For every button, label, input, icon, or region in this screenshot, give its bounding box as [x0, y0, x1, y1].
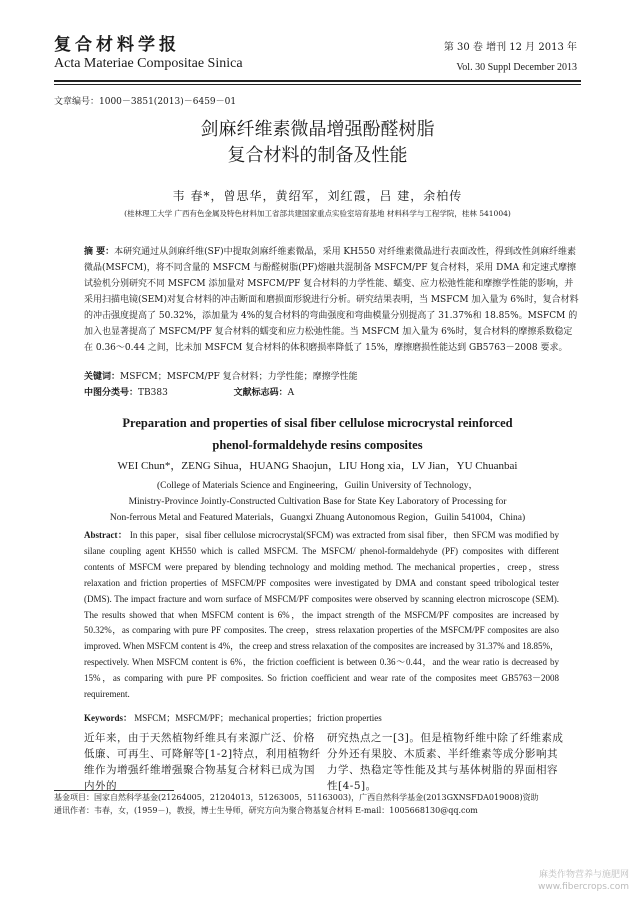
- issue-info-cn: 第 30 卷 增刊 12 月 2013 年: [443, 42, 577, 53]
- authors-en: WEI Chun*，ZENG Sihua，HUANG Shaojun，LIU Hong xia，LV Jian，YU Chuanbai: [117, 460, 518, 472]
- abstract-cn-text: 本研究通过从剑麻纤维(SF)中提取剑麻纤维素微晶，采用 KH550 对纤维素微晶进行表面改性，得到改性剑麻纤维素微晶(MSFCM)，将不同含量的 MSFCM 与酚醛树脂(PF)熔融共混制备 MSFCM/PF 复合材料，采用 DMA 和定速式摩擦试验机分别研究不同 MSFCM 添加量对 MSFCM/PF 复合材料的力学性能、蠕变、应力松弛性能和摩擦学性能的影响，并采用扫描电镜(SEM)对复合材料的冲击断面和磨损面形貌进行分析。研究结果表明，当 MSFCM 加入量为 6%时，复合材料的冲击强度提高了 50.32%，添加量为 4%的复合材料的弯曲强度和弯曲模量分别提高了 31.37%和 18.85%。MSFCM 的加入也显著提高了 MSFCM/PF 复合材料的蠕变和应力松弛性能。当 MSFCM 加入量为 6%时，复合材料的摩擦系数稳定在 0.36～0.44 之间，比未加 MSFCM 复合材料的体积磨损率降低了 15%，摩擦磨损性能达到 GB5763－2008 要求。: [84, 247, 579, 353]
- keywords-cn-text: MSFCM；MSFCM/PF 复合材料；力学性能；摩擦学性能: [120, 372, 358, 382]
- affiliation-en: [0, 478, 635, 526]
- affiliation-en-line2: Ministry-Province Jointly-Constructed Cultivation Base for State Key Laboratory of Processing for: [128, 497, 507, 507]
- abstract-en-text: In this paper，sisal fiber cellulose microcrystal(SFCM) was extracted from sisal fiber，then SFCM was modified by silane coupling agent KH550 which is called MSFCM. The MSFCM/ phenol-formaldehyde (PF) composites with different contents of MSFCM were prepared by blending technology and molding method. The mechanical properties，creep，stress relaxation and friction properties of MSFCM/PF composites were investigated by DMA and constant speed tribological tester (DMS). The impact fracture and worn surface of MSFCM/PF composites were observed by scanning electron microscope (SEM). The results showed that when MSFCM content is 6%，the impact strength of the MSFCM/PF composites are increased by 50.32%，as comparing with pure PF composites. The creep，stress relaxation properties of the MSFCM/PF composites are also improved. When MSFCM content is 4%，the creep and stress relaxation of the composites are increased by 31.37% and 18.85%，respectively. When MSFCM content is 6%，the friction coefficient is between 0.36～0.44，and the wear ratio is decreased by 15%，as comparing with pure PF composites. So friction coefficient and wear rate of the composites meet GB5763－2008 requirement.: [84, 530, 560, 700]
- authors-cn: 韦 春*，曾思华，黄绍军，刘红霞，吕 建，余柏传: [172, 189, 463, 203]
- abstract-cn: [84, 244, 580, 356]
- affiliation-en-line1: (College of Materials Science and Engineering，Guilin University of Technology，: [156, 481, 479, 491]
- footnote-corresponding-author: 通讯作者：韦春，女，(1959－)，教授，博士生导师，研究方向为聚合物基复合材料 E-mail：1005668130@qq.com: [54, 806, 478, 815]
- site-watermark: [538, 869, 629, 893]
- abstract-cn-label: 摘 要：: [84, 247, 115, 257]
- class-label: 中图分类号：: [84, 388, 139, 398]
- keywords-en-label: Keywords：: [84, 713, 132, 723]
- keywords-cn: [84, 369, 580, 385]
- paper-title-en-line2: phenol-formaldehyde resins composites: [212, 438, 423, 452]
- body-column-right: 研究热点之一[3]。但是植物纤维中除了纤维素成分外还有果胶、木质素、半纤维素等成分影响其力学、热稳定等性能及其与基体树脂的界面相容性[4-5]。: [327, 732, 564, 792]
- keywords-en-text: MSFCM；MSFCM/PF；mechanical properties；friction properties: [134, 713, 382, 723]
- footnotes: [54, 791, 594, 817]
- paper-title-en-line1: Preparation and properties of sisal fiber cellulose microcrystal reinforced: [122, 416, 513, 430]
- watermark-text-cn: 麻类作物营养与施肥网: [538, 870, 629, 880]
- classification: [84, 385, 580, 401]
- affiliation-en-line3: Non-ferrous Metal and Featured Materials，Guangxi Zhuang Autonomous Region，Guilin 541004，China): [109, 513, 526, 523]
- watermark-url: www.fibercrops.com: [538, 882, 629, 892]
- paper-title-cn: [0, 117, 635, 169]
- affiliation-cn: (桂林理工大学 广西有色金属及特色材料加工省部共建国家重点实验室培育基地 材料科学与工程学院，桂林 541004): [124, 209, 511, 218]
- paper-title-en: [0, 412, 635, 456]
- keywords-cn-label: 关键词：: [84, 372, 121, 382]
- abstract-en-label: Abstract：: [84, 530, 128, 540]
- paper-title-cn-line1: 剑麻纤维素微晶增强酚醛树脂: [200, 119, 435, 140]
- article-number: 文章编号：1000－3851(2013)－6459－01: [54, 97, 237, 107]
- keywords-en: [84, 711, 382, 724]
- body-column-left: 近年来，由于天然植物纤维具有来源广泛、价格低廉、可再生、可降解等[1-2]特点，利用植物纤维作为增强纤维增强聚合物基复合材料已成为国内外的: [84, 732, 321, 792]
- journal-title-cn: 复合材料学报: [54, 35, 180, 55]
- abstract-en: [84, 528, 559, 703]
- doc-code-value: A: [287, 388, 295, 398]
- class-value: TB383: [138, 388, 168, 398]
- header-rule-thin: [54, 84, 581, 85]
- journal-title-en: Acta Materiae Compositae Sinica: [54, 56, 243, 71]
- issue-info-en: Vol. 30 Suppl December 2013: [456, 62, 577, 73]
- footnote-funding: 基金项目：国家自然科学基金(21264005，21204013，51263005，51163003)，广西自然科学基金(2013GXNSFDA019008)资助: [54, 793, 539, 802]
- header-rule-thick: [54, 80, 581, 82]
- paper-title-cn-line2: 复合材料的制备及性能: [227, 145, 408, 166]
- doc-code-label: 文献标志码：: [233, 388, 288, 398]
